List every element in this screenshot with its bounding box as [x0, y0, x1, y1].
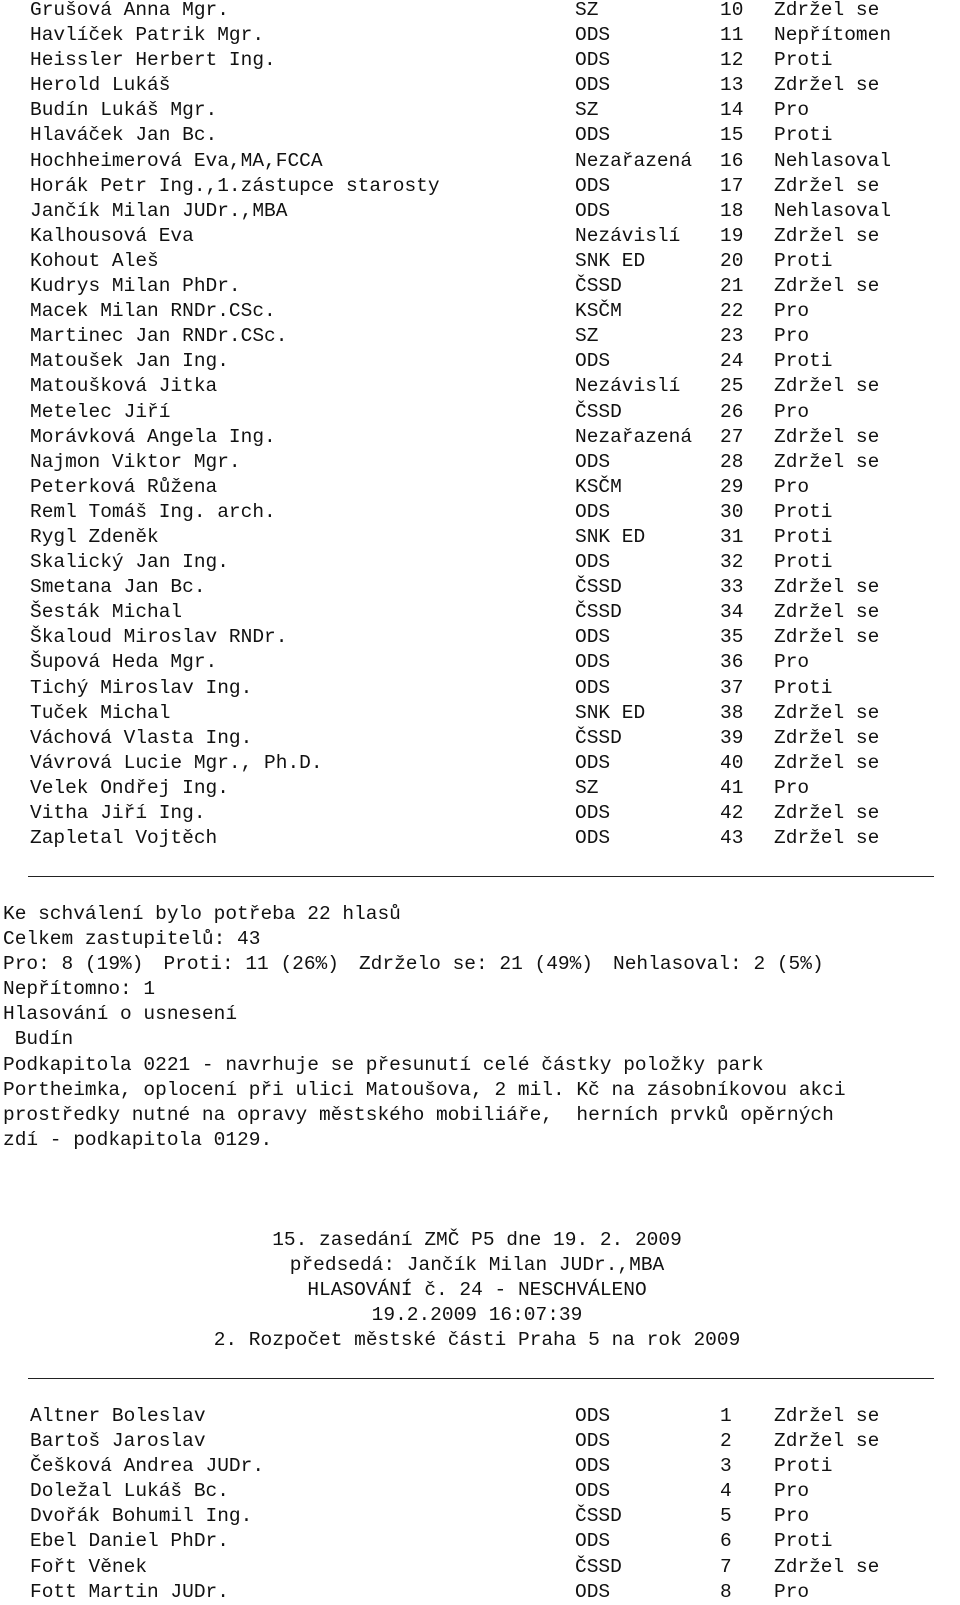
member-party: ODS [575, 1580, 611, 1603]
proposal-line-4: zdí - podkapitola 0129. [3, 1128, 273, 1151]
member-vote: Nehlasoval [774, 149, 892, 172]
proposal-line-3: prostředky nutné na opravy městského mobiliáře, herních prvků opěrných [3, 1103, 834, 1126]
member-number: 5 [720, 1505, 732, 1528]
member-number: 18 [720, 199, 744, 222]
member-name: Heissler Herbert Ing. [30, 49, 276, 72]
session-header [0, 1228, 960, 1353]
member-vote: Proti [774, 551, 833, 574]
member-name: Velek Ondřej Ing. [30, 776, 229, 799]
member-name: Váchová Vlasta Ing. [30, 726, 253, 749]
member-number: 24 [720, 350, 744, 373]
member-name: Budín Lukáš Mgr. [30, 99, 218, 122]
member-name: Fott Martin JUDr. [30, 1580, 229, 1603]
member-party: SZ [575, 776, 599, 799]
member-party: SNK ED [575, 701, 646, 724]
member-number: 39 [720, 726, 744, 749]
member-party: KSČM [575, 475, 622, 498]
member-party: ODS [575, 24, 611, 47]
member-party: ODS [575, 751, 611, 774]
member-number: 11 [720, 24, 744, 47]
member-vote: Pro [774, 776, 810, 799]
member-name: Herold Lukáš [30, 74, 171, 97]
member-name: Kohout Aleš [30, 249, 159, 272]
member-party: ODS [575, 49, 611, 72]
member-number: 25 [720, 375, 744, 398]
member-vote: Zdržel se [774, 726, 880, 749]
member-number: 29 [720, 475, 744, 498]
member-name: Šesták Michal [30, 601, 183, 624]
member-name: Grušová Anna Mgr. [30, 0, 229, 21]
member-party: ODS [575, 500, 611, 523]
member-number: 13 [720, 74, 744, 97]
separator-line [28, 876, 934, 877]
member-vote: Zdržel se [774, 375, 880, 398]
member-party: Nezařazená [575, 425, 693, 448]
member-number: 41 [720, 776, 744, 799]
stat-proti: Proti: 11 (26%) [163, 953, 339, 976]
member-name: Metelec Jiří [30, 400, 171, 423]
member-name: Češková Andrea JUDr. [30, 1455, 265, 1478]
member-name: Martinec Jan RNDr.CSc. [30, 325, 288, 348]
member-vote: Zdržel se [774, 827, 880, 850]
member-number: 34 [720, 601, 744, 624]
member-party: ODS [575, 450, 611, 473]
proposal-line-1: Podkapitola 0221 - navrhuje se přesunutí celé částky položky park [3, 1053, 764, 1076]
member-number: 20 [720, 249, 744, 272]
member-name: Hochheimerová Eva,MA,FCCA [30, 149, 323, 172]
member-vote: Zdržel se [774, 275, 880, 298]
member-number: 36 [720, 651, 744, 674]
member-party: ODS [575, 199, 611, 222]
member-party: ČSSD [575, 275, 622, 298]
member-party: ČSSD [575, 1505, 622, 1528]
member-number: 17 [720, 174, 744, 197]
member-vote: Pro [774, 99, 810, 122]
member-vote: Zdržel se [774, 576, 880, 599]
member-party: ODS [575, 1480, 611, 1503]
session-title: 15. zasedání ZMČ P5 dne 19. 2. 2009 [272, 1229, 682, 1251]
stat-pro: Pro: 8 (19%) [3, 953, 144, 976]
member-name: Reml Tomáš Ing. arch. [30, 500, 276, 523]
stat-zdrzelo: Zdrželo se: 21 (49%) [358, 953, 594, 976]
member-vote: Zdržel se [774, 1405, 880, 1427]
member-vote: Proti [774, 676, 833, 699]
member-party: ODS [575, 174, 611, 197]
member-vote: Zdržel se [774, 751, 880, 774]
member-party: ČSSD [575, 601, 622, 624]
member-vote: Proti [774, 350, 833, 373]
member-name: Hlaváček Jan Bc. [30, 124, 218, 147]
member-name: Škaloud Miroslav RNDr. [30, 626, 288, 649]
member-party: ODS [575, 626, 611, 649]
member-number: 7 [720, 1555, 732, 1578]
member-number: 16 [720, 149, 744, 172]
vote-datetime: 19.2.2009 16:07:39 [371, 1304, 583, 1327]
member-vote: Nepřítomen [774, 24, 892, 47]
member-vote: Zdržel se [774, 601, 880, 624]
member-name: Zapletal Vojtěch [30, 827, 218, 850]
required-votes: Ke schválení bylo potřeba 22 hlasů [3, 903, 401, 925]
member-number: 28 [720, 450, 744, 473]
member-party: ODS [575, 827, 611, 850]
member-number: 3 [720, 1455, 732, 1478]
member-vote: Zdržel se [774, 626, 880, 649]
agenda-item: 2. Rozpočet městské části Praha 5 na rok 2009 [213, 1329, 741, 1352]
member-vote: Zdržel se [774, 174, 880, 197]
proposer: Budín [3, 1028, 74, 1051]
member-vote: Pro [774, 1505, 810, 1528]
member-number: 31 [720, 525, 744, 548]
member-party: ODS [575, 651, 611, 674]
member-party: SZ [575, 325, 599, 348]
member-number: 6 [720, 1530, 732, 1553]
member-vote: Pro [774, 1480, 810, 1503]
member-vote: Proti [774, 525, 833, 548]
member-number: 4 [720, 1480, 732, 1503]
member-number: 33 [720, 576, 744, 599]
member-name: Najmon Viktor Mgr. [30, 450, 241, 473]
member-number: 42 [720, 802, 744, 824]
member-party: Nezařazená [575, 149, 693, 172]
member-name: Dvořák Bohumil Ing. [30, 1505, 253, 1528]
member-number: 30 [720, 500, 744, 523]
member-name: Macek Milan RNDr.CSc. [30, 300, 276, 323]
member-name: Matoušková Jitka [30, 375, 218, 398]
member-number: 15 [720, 124, 744, 147]
member-name: Matoušek Jan Ing. [30, 350, 229, 373]
member-party: ODS [575, 802, 611, 824]
member-party: Nezávislí [575, 375, 681, 398]
vote-type: Hlasování o usnesení [3, 1003, 238, 1026]
member-vote: Zdržel se [774, 74, 880, 97]
member-vote: Zdržel se [774, 450, 880, 473]
member-vote: Zdržel se [774, 802, 880, 824]
member-name: Havlíček Patrik Mgr. [30, 24, 265, 47]
member-party: ODS [575, 350, 611, 373]
member-party: ODS [575, 1530, 611, 1553]
member-vote: Proti [774, 1530, 833, 1553]
member-vote: Pro [774, 325, 810, 348]
member-vote: Zdržel se [774, 224, 880, 247]
member-number: 26 [720, 400, 744, 423]
member-party: SNK ED [575, 525, 646, 548]
member-vote: Pro [774, 475, 810, 498]
member-party: ODS [575, 1430, 611, 1453]
member-number: 1 [720, 1405, 732, 1427]
member-name: Rygl Zdeněk [30, 525, 159, 548]
member-name: Šupová Heda Mgr. [30, 651, 218, 674]
member-number: 23 [720, 325, 744, 348]
member-party: ODS [575, 676, 611, 699]
member-name: Peterková Růžena [30, 475, 218, 498]
member-vote: Proti [774, 49, 833, 72]
member-vote: Zdržel se [774, 425, 880, 448]
member-number: 2 [720, 1430, 732, 1453]
vote-number: HLASOVÁNÍ č. 24 - NESCHVÁLENO [307, 1279, 647, 1302]
member-number: 14 [720, 99, 744, 122]
member-number: 8 [720, 1580, 732, 1603]
member-number: 22 [720, 300, 744, 323]
absent-count: Nepřítomno: 1 [3, 978, 156, 1001]
stat-nehlasoval: Nehlasoval: 2 (5%) [613, 953, 824, 976]
member-vote: Proti [774, 1455, 833, 1478]
member-name: Horák Petr Ing.,1.zástupce starosty [30, 174, 440, 197]
member-vote: Pro [774, 1580, 810, 1603]
vote-summary [3, 902, 958, 1153]
member-number: 38 [720, 701, 744, 724]
member-vote: Proti [774, 124, 833, 147]
member-number: 40 [720, 751, 744, 774]
member-name: Altner Boleslav [30, 1405, 206, 1427]
member-party: SNK ED [575, 249, 646, 272]
member-number: 12 [720, 49, 744, 72]
session-chair: předsedá: Jančík Milan JUDr.,MBA [289, 1254, 665, 1277]
member-number: 27 [720, 425, 744, 448]
member-name: Kalhousová Eva [30, 224, 194, 247]
member-party: ČSSD [575, 1555, 622, 1578]
member-party: ČSSD [575, 400, 622, 423]
member-vote: Zdržel se [774, 1430, 880, 1453]
member-name: Vávrová Lucie Mgr., Ph.D. [30, 751, 323, 774]
member-vote: Pro [774, 400, 810, 423]
member-number: 32 [720, 551, 744, 574]
member-name: Tichý Miroslav Ing. [30, 676, 253, 699]
member-number: 43 [720, 827, 744, 850]
member-number: 35 [720, 626, 744, 649]
member-name: Vitha Jiří Ing. [30, 802, 206, 824]
member-party: ODS [575, 551, 611, 574]
total-members: Celkem zastupitelů: 43 [3, 928, 261, 951]
member-party: ČSSD [575, 576, 622, 599]
vote-stats [3, 952, 958, 977]
member-party: SZ [575, 99, 599, 122]
member-vote: Pro [774, 651, 810, 674]
member-party: KSČM [575, 300, 622, 323]
proposal-line-2: Portheimka, oplocení při ulici Matoušova, 2 mil. Kč na zásobníkovou akci [3, 1078, 846, 1101]
member-number: 10 [720, 0, 744, 21]
member-number: 19 [720, 224, 744, 247]
member-name: Bartoš Jaroslav [30, 1430, 206, 1453]
member-vote: Zdržel se [774, 1555, 880, 1578]
separator-line [28, 1378, 934, 1379]
member-vote: Zdržel se [774, 0, 880, 21]
member-vote: Pro [774, 300, 810, 323]
member-name: Smetana Jan Bc. [30, 576, 206, 599]
member-vote: Proti [774, 249, 833, 272]
member-party: Nezávislí [575, 224, 681, 247]
member-name: Tuček Michal [30, 701, 171, 724]
member-party: ODS [575, 1455, 611, 1478]
member-name: Fořt Věnek [30, 1555, 148, 1578]
member-party: ODS [575, 74, 611, 97]
member-party: SZ [575, 0, 599, 21]
member-name: Kudrys Milan PhDr. [30, 275, 241, 298]
member-name: Morávková Angela Ing. [30, 425, 276, 448]
member-party: ODS [575, 124, 611, 147]
member-name: Skalický Jan Ing. [30, 551, 229, 574]
member-vote: Zdržel se [774, 701, 880, 724]
member-name: Doležal Lukáš Bc. [30, 1480, 229, 1503]
member-name: Jančík Milan JUDr.,MBA [30, 199, 288, 222]
member-vote: Proti [774, 500, 833, 523]
member-vote: Nehlasoval [774, 199, 892, 222]
member-name: Ebel Daniel PhDr. [30, 1530, 229, 1553]
member-number: 21 [720, 275, 744, 298]
member-number: 37 [720, 676, 744, 699]
member-party: ODS [575, 1405, 611, 1427]
member-party: ČSSD [575, 726, 622, 749]
